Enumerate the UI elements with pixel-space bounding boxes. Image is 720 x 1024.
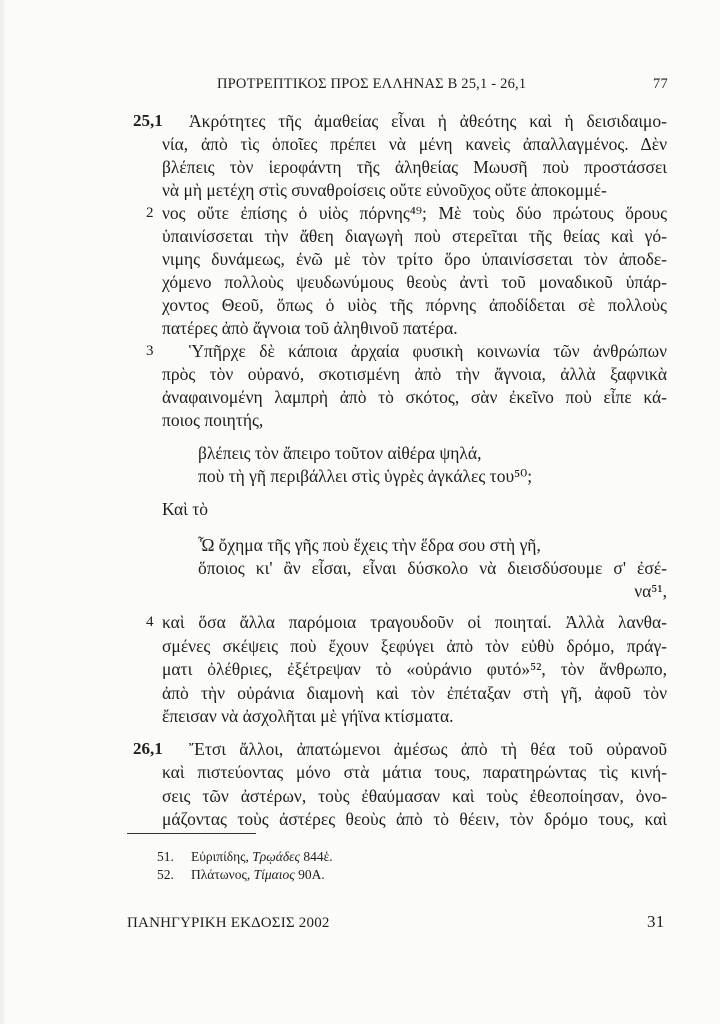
footer-sheet-number: 31 bbox=[647, 912, 665, 931]
footnote-ref: 90Α. bbox=[298, 867, 325, 882]
text-line: νία, ἀπὸ τὶς ὁποῖες πρέπει νὰ μένη κανεὶς ἀπαλλαγμένος. Δὲν bbox=[162, 134, 667, 154]
verse-line: να⁵¹, bbox=[634, 581, 667, 601]
text-line: νος οὔτε ἐπίσης ὁ υἱὸς πόρνης⁴⁹; Μὲ τοὺς δύο πρώτους ὅρους bbox=[162, 203, 667, 223]
text-line: μάζοντας τοὺς ἀστέρες θεοὺς ἀπὸ τὸ θέειν, τὸν δρόμο τους, καὶ bbox=[162, 809, 667, 830]
text-line: σεις τῶν ἀστέρων, τοὺς ἐθαύμασαν καὶ τοὺς ἐθεοποίησαν, ὀνο- bbox=[162, 785, 667, 806]
text-line: Καὶ τὸ bbox=[162, 499, 209, 519]
text-line: βλέπεις τὸν ἱεροφάντη τῆς ἀληθείας Μωυσῆ ποὺ προστάσσει bbox=[162, 157, 667, 177]
text-line: ποιος ποιητής, bbox=[162, 410, 264, 430]
footnote-number: 51. bbox=[157, 849, 174, 864]
text-line: ἀπὸ τὴν οὐράνια διαμονὴ καὶ τὸν ἐπέταξαν στὴ γῆ, ἀφοῦ τὸν bbox=[162, 682, 667, 703]
footnote-ref: 844ἑ. bbox=[303, 849, 333, 864]
running-header-title: ΠΡΟΤΡΕΠΤΙΚΟΣ ΠΡΟΣ ΕΛΛΗΝΑΣ Β 25,1 - 26,1 bbox=[217, 76, 527, 92]
footnote-work: Τρῳάδες bbox=[252, 849, 300, 864]
text-line: χοντος Θεοῦ, ὅπως ὁ υἱὸς τῆς πόρνης ἀποδίδεται σὲ πολλοὺς bbox=[162, 295, 667, 315]
text-line: νιμης δυνάμεως, ἐνῶ μὲ τὸν τρίτο ὅρο ὑπαινίσσεται τὸν ἀποδε- bbox=[162, 249, 667, 269]
text-line: καὶ ὅσα ἄλλα παρόμοια τραγουδοῦν οἱ ποιηταί. Ἀλλὰ λανθα- bbox=[162, 612, 667, 632]
footnote-author: Πλάτωνος, bbox=[191, 867, 251, 882]
text-line: Ὑπῆρχε δὲ κάποια ἀρχαία φυσικὴ κοινωνία τῶν ἀνθρώπων bbox=[189, 341, 667, 361]
text-line: πρὸς τὸν οὐρανό, σκοτισμένη ἀπὸ τὴν ἄγνοια, ἀλλὰ ξαφνικὰ bbox=[162, 364, 667, 384]
paragraph-marker: 4 bbox=[146, 614, 154, 630]
text-line: Ἀκρότητες τῆς ἀμαθείας εἶναι ἡ ἀθεότης καὶ ἡ δεισιδαιμο- bbox=[189, 111, 667, 131]
footer-edition: ΠΑΝΗΓΥΡΙΚΗ ΕΚΔΟΣΙΣ 2002 bbox=[127, 915, 330, 931]
footnote-work: Τίμαιος bbox=[253, 867, 295, 882]
paragraph-marker: 2 bbox=[146, 205, 154, 221]
verse-line: ποὺ τὴ γῆ περιβάλλει στὶς ὑγρὲς ἀγκάλες του⁵⁰; bbox=[198, 466, 533, 486]
scan-edge bbox=[0, 0, 4, 1024]
text-line: χόμενο πολλοὺς ψευδωνύμους θεοὺς ἀντὶ τοῦ μοναδικοῦ ὑπάρ- bbox=[162, 272, 667, 292]
text-line: καὶ πιστεύοντας μόνο στὰ μάτια τους, παρατηρώντας τὶς κινή- bbox=[162, 762, 667, 783]
footnote-author: Εὐριπίδης, bbox=[191, 849, 249, 864]
paragraph-marker: 3 bbox=[146, 343, 154, 359]
footnote-separator bbox=[127, 833, 256, 834]
paragraph-marker: 25,1 bbox=[133, 111, 163, 130]
page-number: 77 bbox=[653, 76, 668, 92]
footnote-text bbox=[191, 866, 325, 884]
footnote-text bbox=[191, 848, 333, 866]
verse-line: ὅποιος κι' ἂν εἶσαι, εἶναι δύσκολο νὰ διεισδύσουμε σ' ἐσέ- bbox=[198, 558, 667, 578]
verse-line: βλέπεις τὸν ἄπειρο τοῦτον αἰθέρα ψηλά, bbox=[198, 443, 482, 463]
text-line: Ἔτσι ἄλλοι, ἀπατώμενοι ἀμέσως ἀπὸ τὴ θέα τοῦ οὐρανοῦ bbox=[189, 739, 667, 759]
text-line: ἀναφαινομένη λαμπρὴ ἀπὸ τὸ σκότος, σὰν ἐκεῖνο ποὺ εἶπε κά- bbox=[162, 387, 667, 407]
text-line: ἔπεισαν νὰ ἀσχολῆται μὲ γήϊνα κτίσματα. bbox=[162, 706, 454, 726]
paragraph-marker: 26,1 bbox=[133, 739, 163, 758]
verse-line: Ὦ ὄχημα τῆς γῆς ποὺ ἔχεις τὴν ἕδρα σου στὴ γῆ, bbox=[198, 535, 541, 555]
text-line: ὑπαινίσσεται τὴν ἄθεη διαγωγὴ ποὺ στερεῖται τῆς θείας καὶ γό- bbox=[162, 226, 667, 246]
text-line: σμένες σκέψεις ποὺ ἔχουν ξεφύγει ἀπὸ τὸν εὐθὺ δρόμο, πράγ- bbox=[162, 635, 667, 656]
footnote-number: 52. bbox=[157, 867, 174, 882]
text-line: ματι ὀλέθριες, ἐξέτρεψαν τὸ «οὐράνιο φυτό»⁵², τὸν ἄνθρωπο, bbox=[162, 659, 667, 679]
text-line: πατέρες ἀπὸ ἄγνοια τοῦ ἀληθινοῦ πατέρα. bbox=[162, 318, 458, 338]
text-line: νὰ μὴ μετέχη στὶς συναθροίσεις οὔτε εὐνοῦχος οὔτε ἀποκομμέ- bbox=[162, 180, 607, 200]
